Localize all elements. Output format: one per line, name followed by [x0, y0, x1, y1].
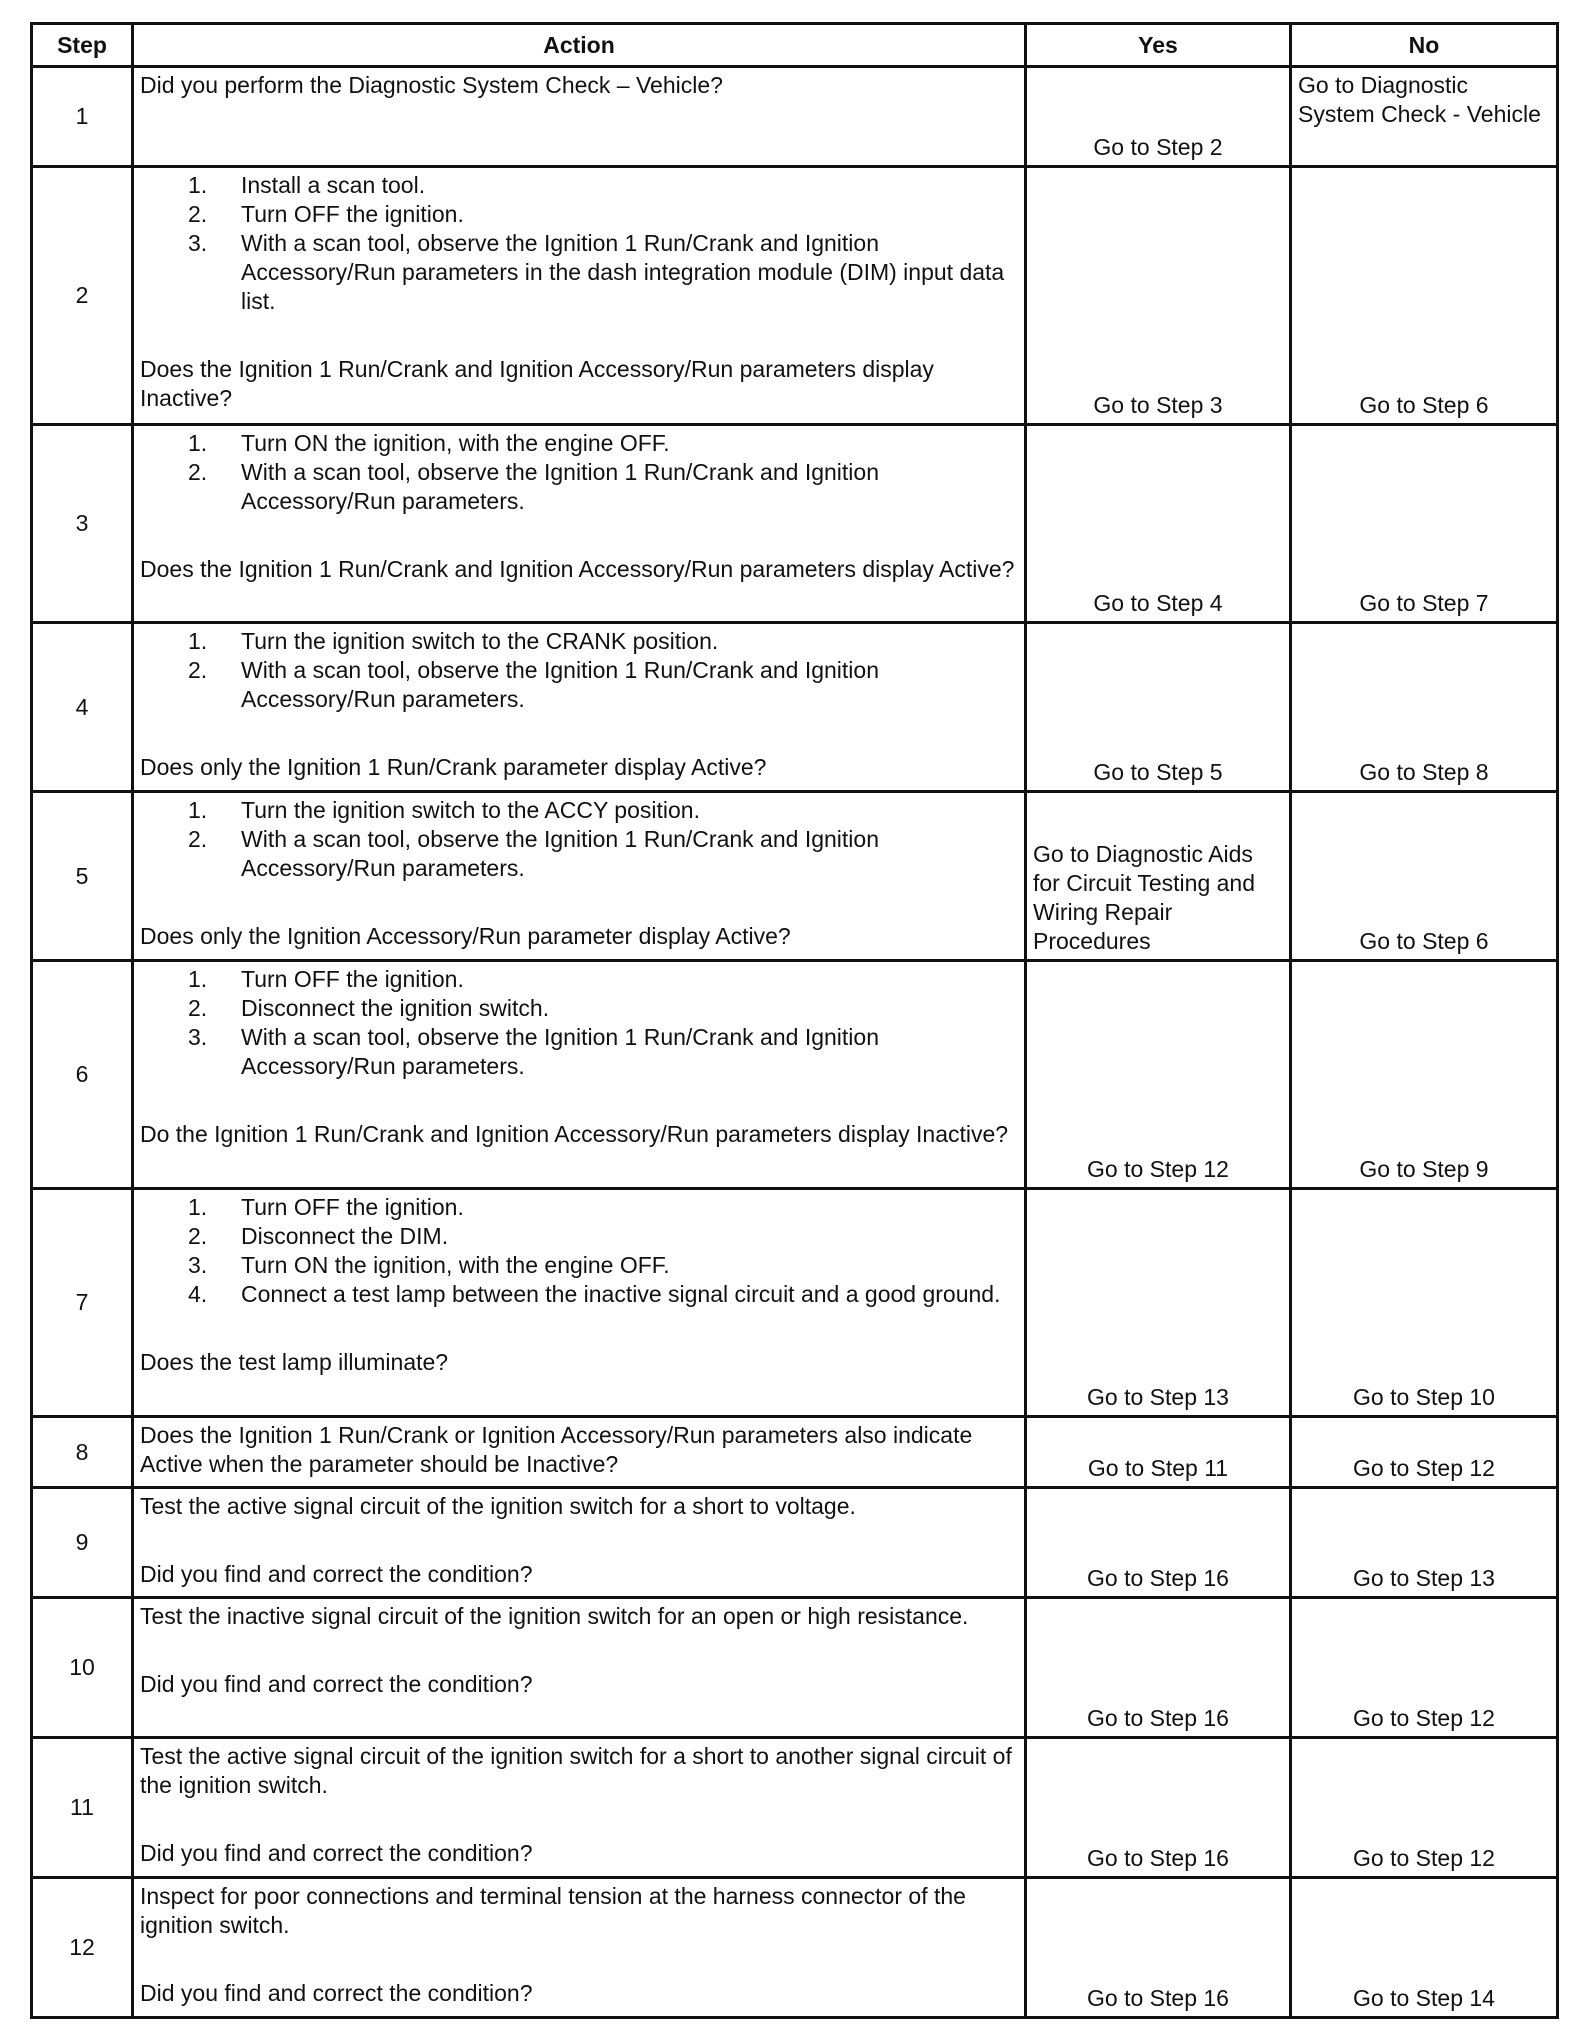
procedure-step: 1. Turn OFF the ignition. — [188, 966, 464, 992]
header-yes: Yes — [1026, 24, 1291, 67]
action-cell — [133, 1878, 1026, 2018]
procedure-step: 1. Install a scan tool. — [188, 172, 426, 198]
step-number: 8 — [32, 1417, 133, 1488]
action-instruction: Test the active signal circuit of the ignition switch for a short to another signal circuit of the ignition switch. — [140, 1743, 1012, 1798]
no-cell: Go to Step 8 — [1291, 623, 1558, 792]
procedure-step: 1. Turn the ignition switch to the ACCY position. — [188, 797, 700, 823]
step-number: 5 — [32, 792, 133, 961]
procedure-step: 2. With a scan tool, observe the Ignition 1 Run/Crank and Ignition Accessory/Run parameters. — [188, 826, 879, 881]
no-cell: Go to Step 14 — [1291, 1878, 1558, 2018]
action-question: Did you find and correct the condition? — [140, 1980, 533, 2006]
header-row — [32, 24, 1558, 67]
procedure-step: 3. With a scan tool, observe the Ignition 1 Run/Crank and Ignition Accessory/Run parameters in the dash integration module (DIM) input data list. — [188, 230, 1005, 314]
table-row — [32, 1488, 1558, 1598]
yes-cell: Go to Step 13 — [1026, 1189, 1291, 1417]
procedure-step: 1. Turn OFF the ignition. — [188, 1194, 464, 1220]
action-instruction: Test the active signal circuit of the ignition switch for a short to voltage. — [140, 1493, 856, 1519]
procedure-step: 3. With a scan tool, observe the Ignition 1 Run/Crank and Ignition Accessory/Run parameters. — [188, 1024, 879, 1079]
yes-cell: Go to Step 16 — [1026, 1598, 1291, 1738]
action-question: Does the Ignition 1 Run/Crank or Ignition Accessory/Run parameters also indicate Active when the parameter should be Inactive? — [140, 1422, 973, 1477]
table-row — [32, 1417, 1558, 1488]
yes-cell: Go to Step 3 — [1026, 167, 1291, 425]
action-cell — [133, 623, 1026, 792]
yes-cell: Go to Step 16 — [1026, 1488, 1291, 1598]
procedure-list — [140, 796, 1018, 883]
action-instruction: Test the inactive signal circuit of the ignition switch for an open or high resistance. — [140, 1603, 969, 1629]
no-cell: Go to Diagnostic System Check - Vehicle — [1291, 67, 1558, 167]
action-instruction: Inspect for poor connections and terminal tension at the harness connector of the ignition switch. — [140, 1883, 966, 1938]
table-row — [32, 961, 1558, 1189]
procedure-list — [140, 965, 1018, 1081]
yes-cell: Go to Step 2 — [1026, 67, 1291, 167]
procedure-step: 1. Turn ON the ignition, with the engine OFF. — [188, 430, 670, 456]
action-cell — [133, 1488, 1026, 1598]
diagnostic-table — [30, 22, 1559, 2019]
action-cell — [133, 1189, 1026, 1417]
action-question: Does the Ignition 1 Run/Crank and Ignition Accessory/Run parameters display Active? — [140, 556, 1015, 582]
action-question: Did you find and correct the condition? — [140, 1840, 533, 1866]
step-number: 10 — [32, 1598, 133, 1738]
action-question: Did you perform the Diagnostic System Check – Vehicle? — [140, 72, 723, 98]
no-cell: Go to Step 10 — [1291, 1189, 1558, 1417]
step-number: 9 — [32, 1488, 133, 1598]
action-cell — [133, 961, 1026, 1189]
procedure-step: 3. Turn ON the ignition, with the engine OFF. — [188, 1252, 670, 1278]
yes-cell: Go to Step 16 — [1026, 1738, 1291, 1878]
yes-cell: Go to Step 5 — [1026, 623, 1291, 792]
table-row — [32, 1878, 1558, 2018]
table-row — [32, 623, 1558, 792]
yes-cell: Go to Diagnostic Aids for Circuit Testing and Wiring Repair Procedures — [1026, 792, 1291, 961]
action-cell — [133, 1417, 1026, 1488]
no-cell: Go to Step 12 — [1291, 1598, 1558, 1738]
action-cell — [133, 1598, 1026, 1738]
action-cell — [133, 425, 1026, 623]
procedure-step: 2. Disconnect the DIM. — [188, 1223, 449, 1249]
no-cell: Go to Step 12 — [1291, 1417, 1558, 1488]
step-number: 11 — [32, 1738, 133, 1878]
yes-cell: Go to Step 11 — [1026, 1417, 1291, 1488]
table-row — [32, 1598, 1558, 1738]
procedure-list — [140, 171, 1018, 316]
action-question: Does only the Ignition 1 Run/Crank parameter display Active? — [140, 754, 767, 780]
action-cell — [133, 167, 1026, 425]
action-question: Does the test lamp illuminate? — [140, 1349, 449, 1375]
table-row — [32, 425, 1558, 623]
step-number: 6 — [32, 961, 133, 1189]
no-cell: Go to Step 9 — [1291, 961, 1558, 1189]
table-row — [32, 67, 1558, 167]
procedure-step: 4. Connect a test lamp between the inactive signal circuit and a good ground. — [188, 1281, 1001, 1307]
header-action: Action — [133, 24, 1026, 67]
procedure-step: 2. Turn OFF the ignition. — [188, 201, 464, 227]
no-cell: Go to Step 13 — [1291, 1488, 1558, 1598]
action-question: Did you find and correct the condition? — [140, 1671, 533, 1697]
step-number: 4 — [32, 623, 133, 792]
action-question: Does the Ignition 1 Run/Crank and Ignition Accessory/Run parameters display Inactive? — [140, 356, 934, 411]
step-number: 12 — [32, 1878, 133, 2018]
action-question: Did you find and correct the condition? — [140, 1561, 533, 1587]
no-cell: Go to Step 12 — [1291, 1738, 1558, 1878]
step-number: 3 — [32, 425, 133, 623]
step-number: 1 — [32, 67, 133, 167]
procedure-step: 2. Disconnect the ignition switch. — [188, 995, 550, 1021]
action-question: Does only the Ignition Accessory/Run parameter display Active? — [140, 923, 791, 949]
step-number: 2 — [32, 167, 133, 425]
no-cell: Go to Step 7 — [1291, 425, 1558, 623]
header-step: Step — [32, 24, 133, 67]
yes-cell: Go to Step 12 — [1026, 961, 1291, 1189]
table-row — [32, 1738, 1558, 1878]
procedure-step: 2. With a scan tool, observe the Ignition 1 Run/Crank and Ignition Accessory/Run parameters. — [188, 657, 879, 712]
procedure-step: 1. Turn the ignition switch to the CRANK position. — [188, 628, 719, 654]
procedure-list — [140, 627, 1018, 714]
table-row — [32, 167, 1558, 425]
table-row — [32, 1189, 1558, 1417]
action-cell — [133, 792, 1026, 961]
header-no: No — [1291, 24, 1558, 67]
procedure-list — [140, 429, 1018, 516]
action-cell — [133, 67, 1026, 167]
procedure-list — [140, 1193, 1018, 1309]
step-number: 7 — [32, 1189, 133, 1417]
procedure-step: 2. With a scan tool, observe the Ignition 1 Run/Crank and Ignition Accessory/Run parameters. — [188, 459, 879, 514]
yes-cell: Go to Step 4 — [1026, 425, 1291, 623]
action-cell — [133, 1738, 1026, 1878]
no-cell: Go to Step 6 — [1291, 792, 1558, 961]
action-question: Do the Ignition 1 Run/Crank and Ignition Accessory/Run parameters display Inactive? — [140, 1121, 1009, 1147]
yes-cell: Go to Step 16 — [1026, 1878, 1291, 2018]
table-row — [32, 792, 1558, 961]
no-cell: Go to Step 6 — [1291, 167, 1558, 425]
